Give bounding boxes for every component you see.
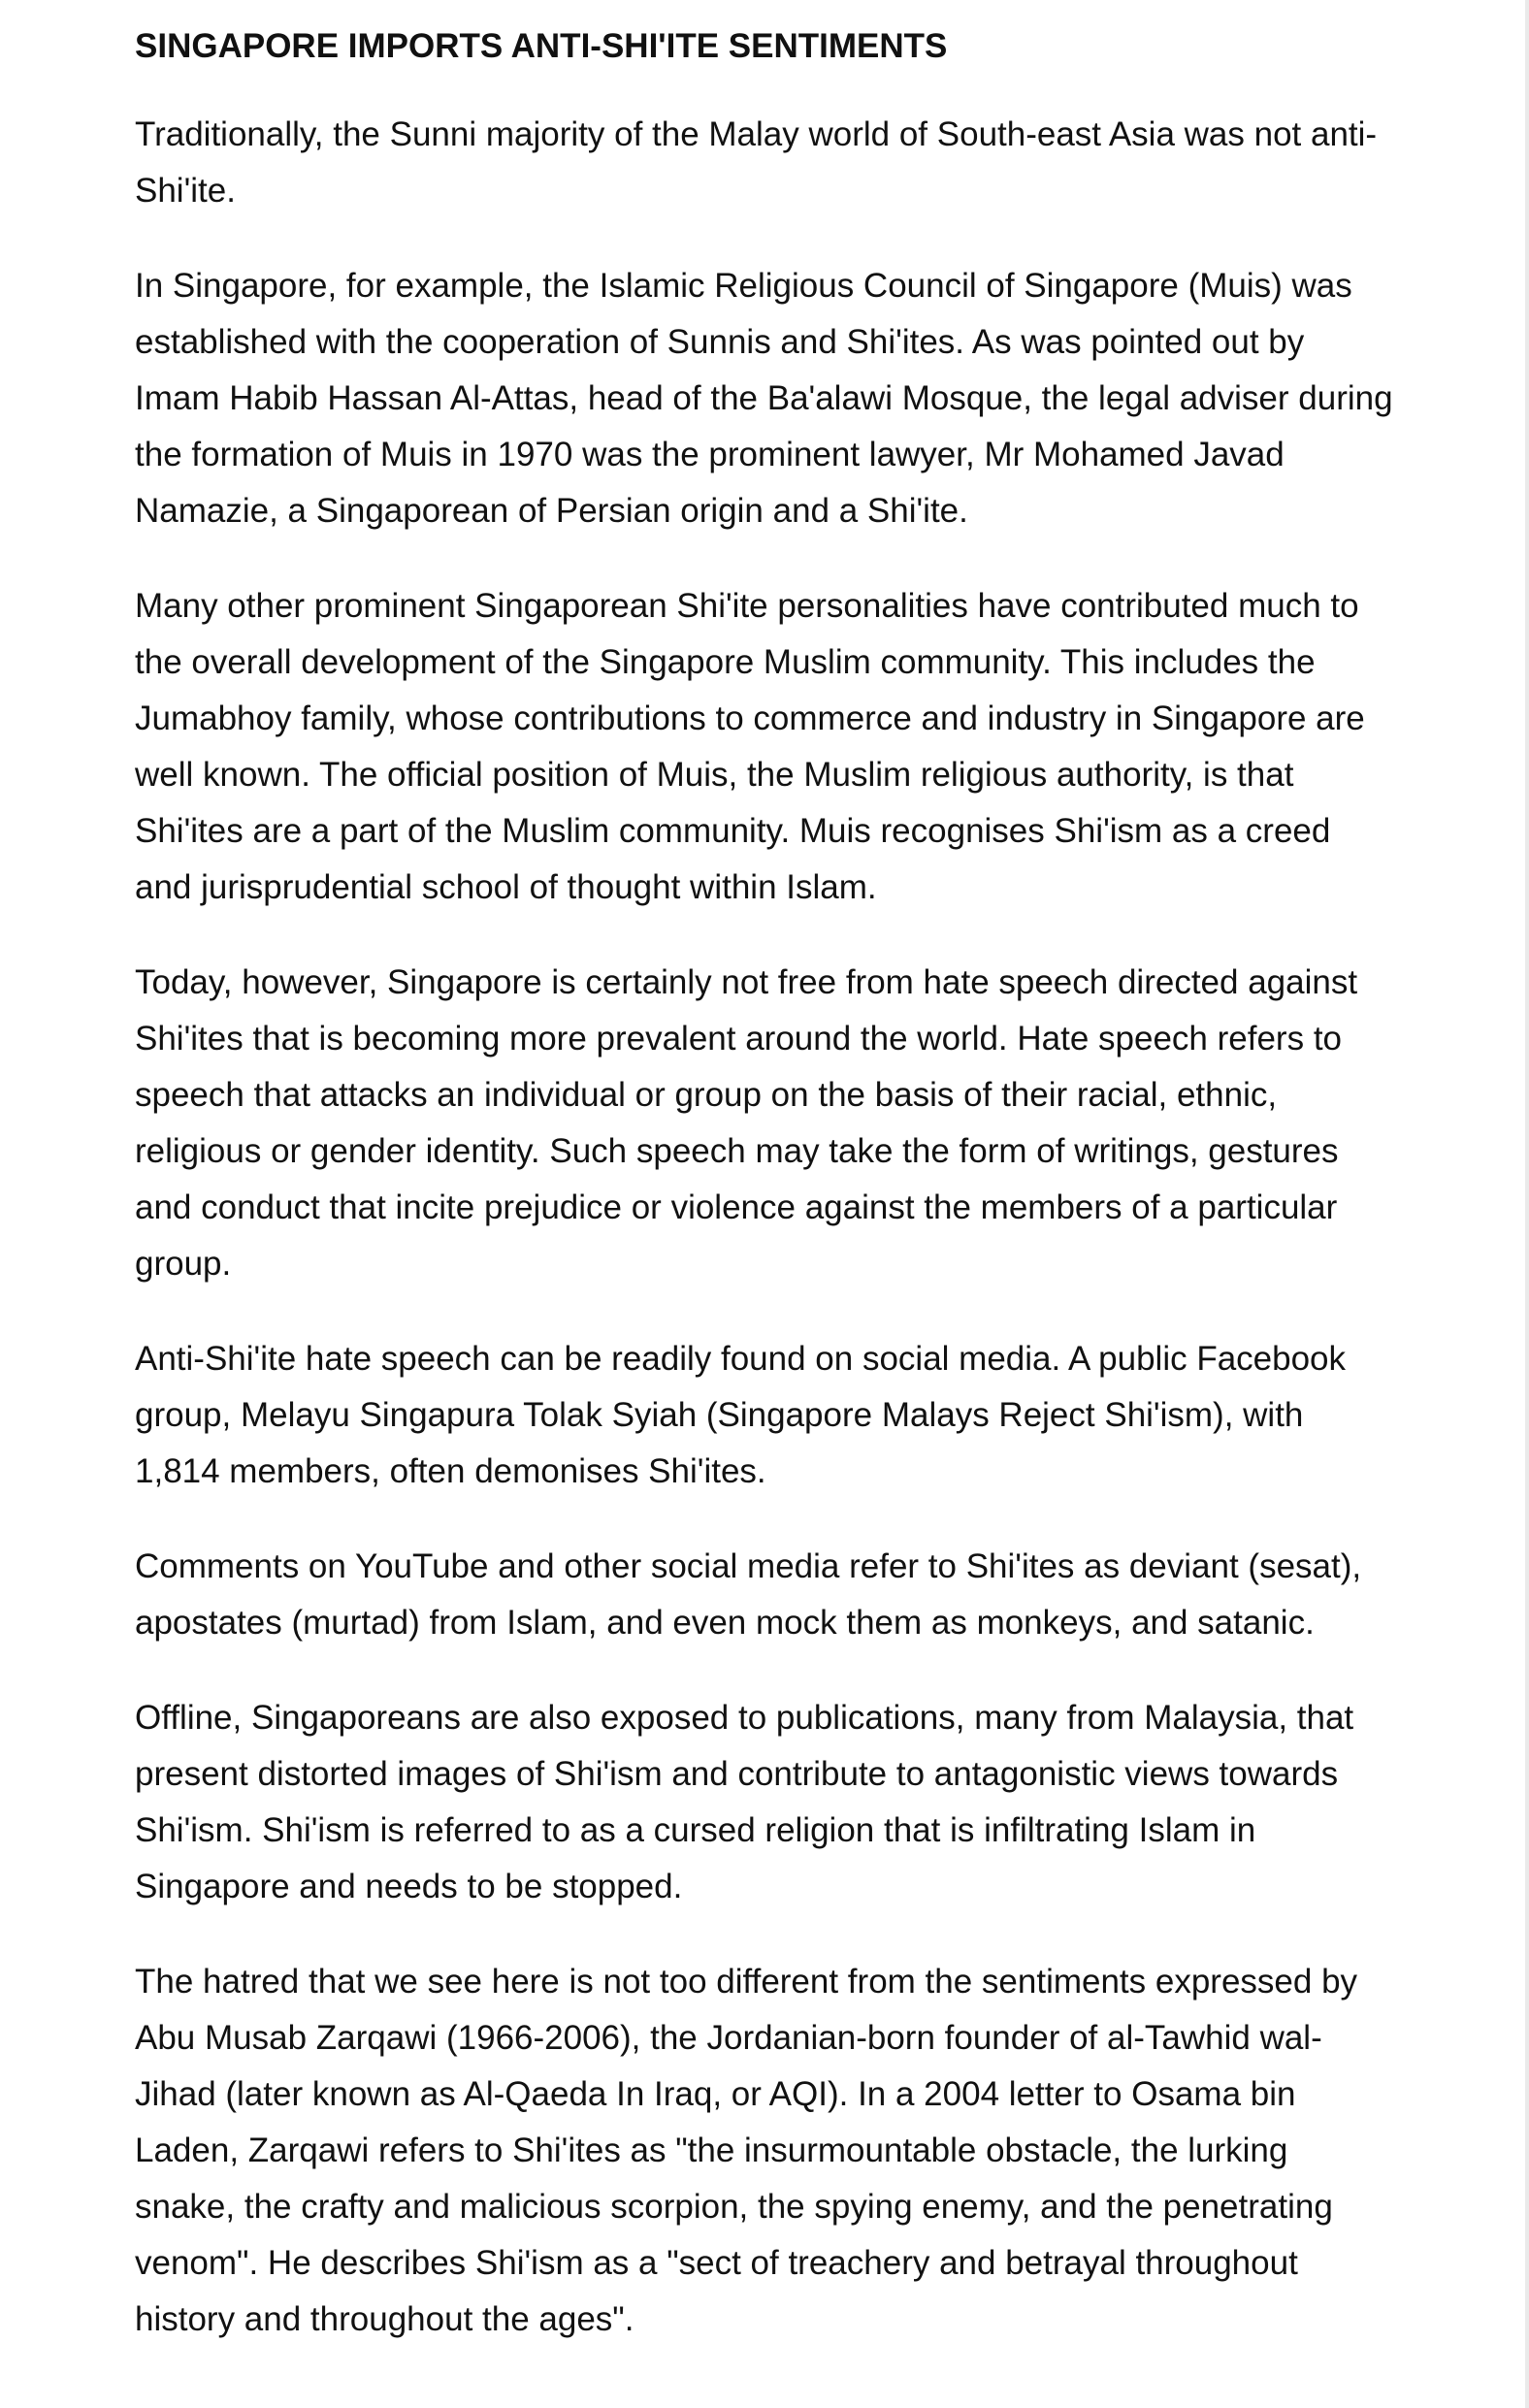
scrollbar[interactable]	[1525, 0, 1529, 2408]
article-headline: SINGAPORE IMPORTS ANTI-SHI'ITE SENTIMENTS	[135, 27, 948, 65]
article-paragraph: In Singapore, for example, the Islamic Religious Council of Singapore (Muis) was established with the cooperation of Sunnis and Shi'ites. As was pointed out by Imam Habib Hassan Al-Attas, head of the Ba'alawi Mosque, the legal adviser during the formation of Muis in 1970 was the prominent lawyer, Mr Mohamed Javad Namazie, a Singaporean of Persian origin and a Shi'ite.	[135, 267, 1393, 530]
article-paragraph: Today, however, Singapore is certainly not free from hate speech directed against Shi'ites that is becoming more prevalent around the world. Hate speech refers to speech that attacks an individual or group on the basis of their racial, ethnic, religious or gender identity. Such speech may take the form of writings, gestures and conduct that incite prejudice or violence against the members of a particular group.	[135, 963, 1358, 1283]
article-paragraph: Offline, Singaporeans are also exposed to publications, many from Malaysia, that present distorted images of Shi'ism and contribute to antagonistic views towards Shi'ism. Shi'ism is referred to as a cursed religion that is infiltrating Islam in Singapore and needs to be stopped.	[135, 1699, 1354, 1905]
article-paragraph: Comments on YouTube and other social media refer to Shi'ites as deviant (sesat), apostates (murtad) from Islam, and even mock them as monkeys, and satanic.	[135, 1547, 1362, 1642]
article	[135, 21, 1396, 2348]
article-paragraph: Anti-Shi'ite hate speech can be readily found on social media. A public Facebook group, Melayu Singapura Tolak Syiah (Singapore Malays Reject Shi'ism), with 1,814 members, often demonises Shi'ites.	[135, 1340, 1347, 1490]
article-paragraph: The hatred that we see here is not too different from the sentiments expressed by Abu Musab Zarqawi (1966-2006), the Jordanian-born founder of al-Tawhid wal-Jihad (later known as Al-Qaeda In Iraq, or AQI). In a 2004 letter to Osama bin Laden, Zarqawi refers to Shi'ites as "the insurmountable obstacle, the lurking snake, the crafty and malicious scorpion, the spying enemy, and the penetrating venom". He describes Shi'ism as a "sect of treachery and betrayal throughout history and throughout the ages".	[135, 1963, 1358, 2338]
article-paragraph: Traditionally, the Sunni majority of the Malay world of South-east Asia was not anti-Shi'ite.	[135, 115, 1378, 210]
article-paragraph: Many other prominent Singaporean Shi'ite personalities have contributed much to the overall development of the Singapore Muslim community. This includes the Jumabhoy family, whose contributions to commerce and industry in Singapore are well known. The official position of Muis, the Muslim religious authority, is that Shi'ites are a part of the Muslim community. Muis recognises Shi'ism as a creed and jurisprudential school of thought within Islam.	[135, 587, 1365, 906]
